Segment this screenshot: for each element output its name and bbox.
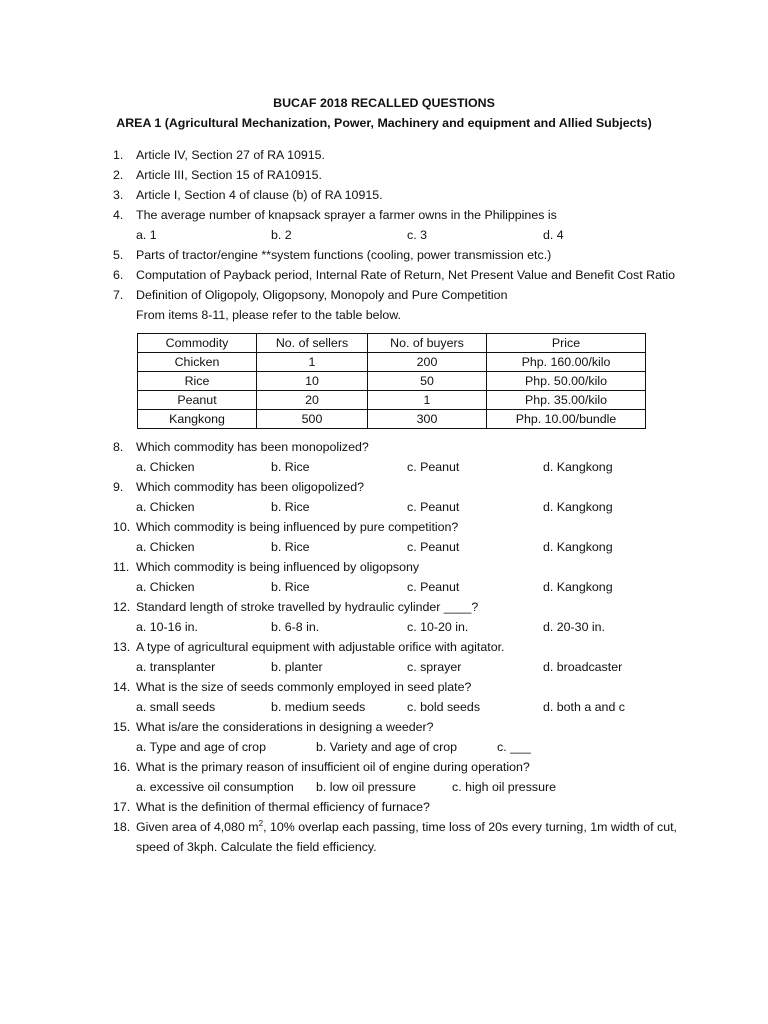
question-number: 2. — [113, 168, 124, 182]
table-header-row — [138, 334, 646, 353]
option-b: b. Rice — [271, 500, 310, 514]
option-a: a. Chicken — [136, 540, 195, 554]
question-text — [136, 817, 696, 857]
question-text: What is the size of seeds commonly employed in seed plate? — [136, 680, 472, 694]
question-number: 16. — [113, 760, 131, 774]
table-cell: Php. 50.00/kilo — [487, 372, 646, 391]
question-text: What is the definition of thermal efficiency of furnace? — [136, 800, 430, 814]
question-4 — [113, 205, 713, 245]
option-d: d. Kangkong — [543, 580, 613, 594]
table-cell: Peanut — [138, 391, 257, 410]
question-text: Parts of tractor/engine **system functions (cooling, power transmission etc.) — [136, 248, 552, 262]
table-cell: 200 — [368, 353, 487, 372]
question-3 — [113, 185, 713, 205]
option-d: d. both a and c — [543, 700, 625, 714]
option-a: a. small seeds — [136, 700, 216, 714]
question-text: Which commodity has been monopolized? — [136, 440, 369, 454]
question-11 — [113, 557, 713, 597]
table-row — [138, 391, 646, 410]
superscript: 2 — [258, 818, 264, 828]
question-number: 7. — [113, 288, 124, 302]
question-text: Article III, Section 15 of RA10915. — [136, 168, 322, 182]
option-a: a. 1 — [136, 228, 157, 242]
question-2 — [113, 165, 713, 185]
question-text: Article I, Section 4 of clause (b) of RA 10915. — [136, 188, 383, 202]
table-cell: Php. 35.00/kilo — [487, 391, 646, 410]
table-cell: Kangkong — [138, 410, 257, 429]
table-cell: Php. 10.00/bundle — [487, 410, 646, 429]
question-list — [113, 145, 713, 857]
option-c: c. high oil pressure — [452, 780, 556, 794]
answer-options — [136, 537, 713, 557]
table-row — [138, 353, 646, 372]
option-d: d. Kangkong — [543, 500, 613, 514]
question-text: What is/are the considerations in designing a weeder? — [136, 720, 434, 734]
option-a: a. 10-16 in. — [136, 620, 198, 634]
table-cell: 50 — [368, 372, 487, 391]
question-number: 11. — [113, 560, 130, 574]
question-14 — [113, 677, 713, 717]
answer-options — [136, 657, 713, 677]
question-13 — [113, 637, 713, 677]
table-row — [138, 410, 646, 429]
answer-options — [136, 577, 713, 597]
option-d: d. broadcaster — [543, 660, 623, 674]
question-18 — [113, 817, 713, 857]
option-a: a. Chicken — [136, 500, 195, 514]
option-b: b. Rice — [271, 580, 310, 594]
question-text-part: , 10% overlap each passing, time loss of 20s every turning, 1m width of cut, speed of 3kph. Calculate the field efficiency. — [136, 820, 677, 854]
question-number: 1. — [113, 148, 124, 162]
column-header: Commodity — [138, 334, 257, 353]
question-number: 18. — [113, 820, 131, 834]
option-a: a. Type and age of crop — [136, 740, 266, 754]
answer-options — [136, 737, 713, 757]
question-text: What is the primary reason of insufficient oil of engine during operation? — [136, 760, 530, 774]
option-a: a. transplanter — [136, 660, 216, 674]
question-text: Which commodity has been oligopolized? — [136, 480, 364, 494]
option-a: a. Chicken — [136, 580, 195, 594]
question-text: Article IV, Section 27 of RA 10915. — [136, 148, 325, 162]
column-header: No. of sellers — [257, 334, 368, 353]
option-a: a. excessive oil consumption — [136, 780, 294, 794]
option-c: c. Peanut — [407, 460, 460, 474]
question-text: Definition of Oligopoly, Oligopsony, Monopoly and Pure Competition — [136, 288, 508, 302]
question-number: 9. — [113, 480, 124, 494]
answer-options — [136, 225, 713, 245]
question-text: Which commodity is being influenced by pure competition? — [136, 520, 459, 534]
option-b: b. 6-8 in. — [271, 620, 320, 634]
table-cell: 1 — [368, 391, 487, 410]
option-c: c. Peanut — [407, 580, 460, 594]
option-d: d. 4 — [543, 228, 564, 242]
table-cell: 300 — [368, 410, 487, 429]
column-header: Price — [487, 334, 646, 353]
question-12 — [113, 597, 713, 637]
commodity-table — [137, 333, 646, 429]
option-c: c. Peanut — [407, 540, 460, 554]
question-1 — [113, 145, 713, 165]
question-number: 3. — [113, 188, 124, 202]
question-text: Which commodity is being influenced by oligopsony — [136, 560, 420, 574]
question-5 — [113, 245, 713, 265]
table-cell: 500 — [257, 410, 368, 429]
table-cell: Chicken — [138, 353, 257, 372]
option-b: b. planter — [271, 660, 323, 674]
option-b: b. low oil pressure — [316, 780, 416, 794]
table-cell: Php. 160.00/kilo — [487, 353, 646, 372]
question-10 — [113, 517, 713, 557]
option-c: c. sprayer — [407, 660, 462, 674]
table-cell: 20 — [257, 391, 368, 410]
option-c: c. ___ — [497, 740, 531, 754]
option-b: b. medium seeds — [271, 700, 366, 714]
option-b: b. Variety and age of crop — [316, 740, 457, 754]
document-title: BUCAF 2018 RECALLED QUESTIONS — [273, 96, 495, 110]
question-number: 14. — [113, 680, 131, 694]
question-number: 10. — [113, 520, 131, 534]
option-c: c. bold seeds — [407, 700, 481, 714]
option-c: c. 3 — [407, 228, 427, 242]
answer-options — [136, 457, 713, 477]
question-number: 17. — [113, 800, 131, 814]
question-number: 15. — [113, 720, 131, 734]
table-row — [138, 372, 646, 391]
question-number: 6. — [113, 268, 124, 282]
question-15 — [113, 717, 713, 757]
question-number: 8. — [113, 440, 124, 454]
question-6 — [113, 265, 713, 285]
question-text: Computation of Payback period, Internal Rate of Return, Net Present Value and Benefit Cost Ratio — [136, 268, 676, 282]
question-7 — [113, 285, 713, 305]
question-number: 12. — [113, 600, 131, 614]
option-c: c. 10-20 in. — [407, 620, 469, 634]
option-b: b. Rice — [271, 460, 310, 474]
answer-options — [136, 777, 713, 797]
answer-options — [136, 617, 713, 637]
table-cell: 1 — [257, 353, 368, 372]
question-text-part: Given area of 4,080 m — [136, 820, 259, 834]
question-text: A type of agricultural equipment with adjustable orifice with agitator. — [136, 640, 505, 654]
column-header: No. of buyers — [368, 334, 487, 353]
question-text: Standard length of stroke travelled by hydraulic cylinder ____? — [136, 600, 479, 614]
question-text: The average number of knapsack sprayer a farmer owns in the Philippines is — [136, 208, 557, 222]
document-subtitle: AREA 1 (Agricultural Mechanization, Power, Machinery and equipment and Allied Subjects) — [116, 116, 652, 130]
table-cell: Rice — [138, 372, 257, 391]
table-instruction: From items 8-11, please refer to the table below. — [136, 308, 401, 322]
question-8 — [113, 437, 713, 477]
option-d: d. Kangkong — [543, 460, 613, 474]
question-number: 5. — [113, 248, 124, 262]
answer-options — [136, 497, 713, 517]
table-cell: 10 — [257, 372, 368, 391]
question-number: 13. — [113, 640, 131, 654]
option-b: b. 2 — [271, 228, 292, 242]
option-d: d. Kangkong — [543, 540, 613, 554]
option-c: c. Peanut — [407, 500, 460, 514]
option-d: d. 20-30 in. — [543, 620, 605, 634]
question-17 — [113, 797, 713, 817]
question-16 — [113, 757, 713, 797]
question-9 — [113, 477, 713, 517]
question-number: 4. — [113, 208, 124, 222]
option-a: a. Chicken — [136, 460, 195, 474]
answer-options — [136, 697, 713, 717]
option-b: b. Rice — [271, 540, 310, 554]
